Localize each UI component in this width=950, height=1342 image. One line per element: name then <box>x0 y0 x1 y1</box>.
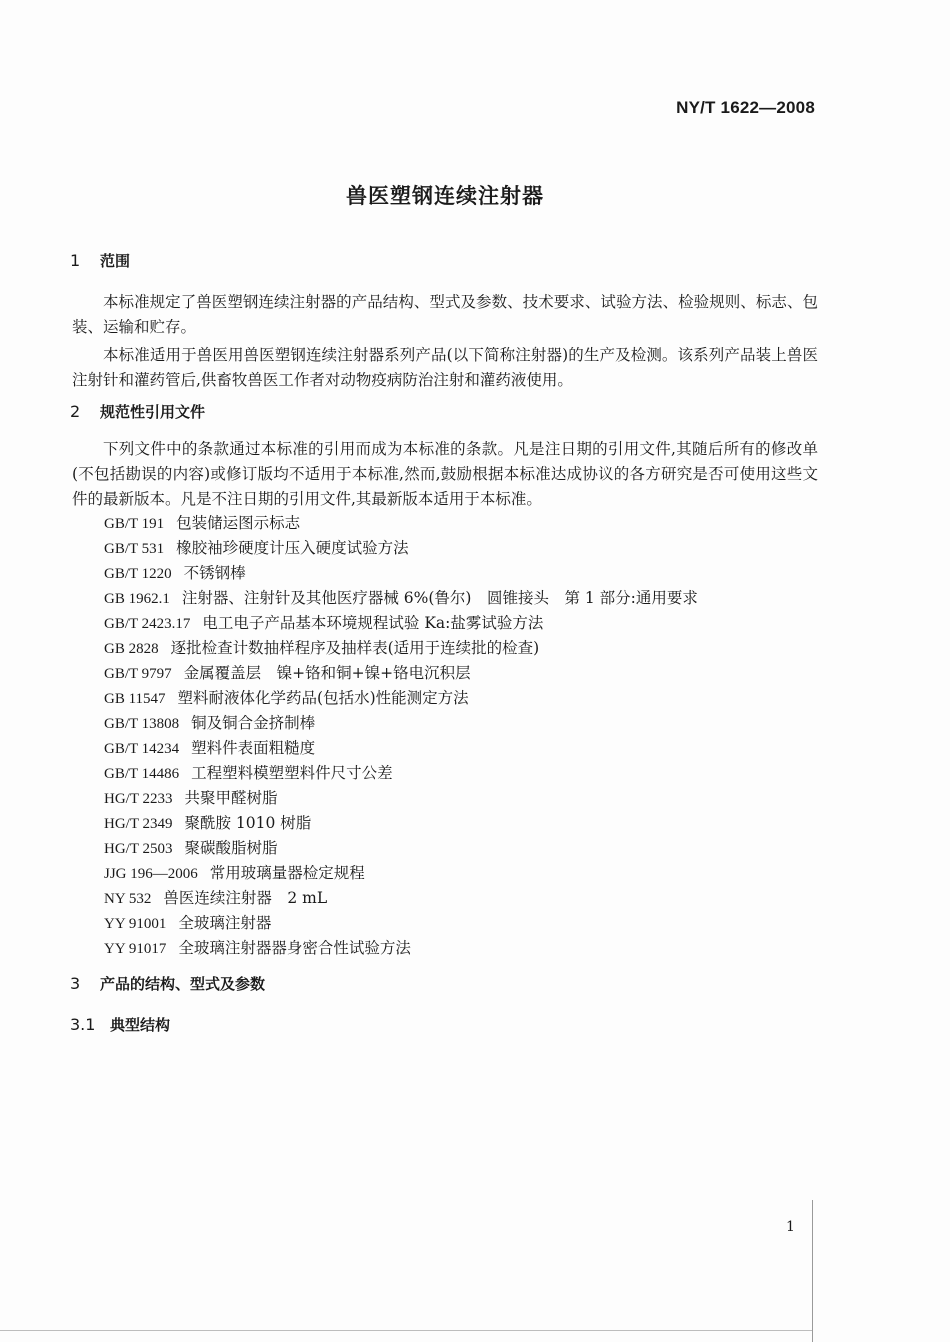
reference-code: YY 91001 <box>104 916 167 932</box>
reference-title: 兽医连续注射器 2 mL <box>163 889 328 907</box>
reference-item <box>104 861 698 886</box>
reference-title: 塑料件表面粗糙度 <box>191 739 316 757</box>
reference-code: GB 2828 <box>104 641 159 657</box>
reference-title: 不锈钢棒 <box>183 564 246 582</box>
section-number: 2 <box>70 402 81 421</box>
reference-title: 聚碳酸脂树脂 <box>184 839 278 857</box>
reference-item <box>104 511 698 536</box>
reference-item <box>104 561 698 586</box>
reference-item <box>104 536 698 561</box>
section-number: 3.1 <box>70 1015 96 1034</box>
reference-title: 橡胶袖珍硬度计压入硬度试验方法 <box>176 539 409 557</box>
reference-title: 共聚甲醛树脂 <box>184 789 278 807</box>
section-2-heading <box>70 401 205 422</box>
section-number: 3 <box>70 974 81 993</box>
section-title: 典型结构 <box>110 1016 171 1034</box>
section-1-paragraph-2: 本标准适用于兽医用兽医塑钢连续注射器系列产品(以下简称注射器)的生产及检测。该系列产品装上兽医注射针和灌药管后,供畜牧兽医工作者对动物疫病防治注射和灌药液使用。 <box>72 346 818 389</box>
reference-code: GB 1962.1 <box>104 591 170 607</box>
reference-title: 铜及铜合金挤制棒 <box>191 714 316 732</box>
reference-item <box>104 911 698 936</box>
section-1-heading <box>70 250 130 271</box>
reference-code: GB/T 1220 <box>104 566 172 582</box>
reference-item <box>104 811 698 836</box>
reference-item <box>104 661 698 686</box>
reference-item <box>104 711 698 736</box>
reference-item <box>104 636 698 661</box>
reference-title: 常用玻璃量器检定规程 <box>209 864 365 882</box>
scan-edge-line <box>0 1330 812 1331</box>
reference-title: 金属覆盖层 镍+铬和铜+镍+铬电沉积层 <box>183 664 471 682</box>
reference-code: GB 11547 <box>104 691 166 707</box>
reference-item <box>104 586 698 611</box>
reference-code: GB/T 14234 <box>104 741 180 757</box>
section-1-paragraph-1: 本标准规定了兽医塑钢连续注射器的产品结构、型式及参数、技术要求、试验方法、检验规则、标志、包装、运输和贮存。 <box>72 293 818 336</box>
reference-code: GB/T 9797 <box>104 666 172 682</box>
reference-item <box>104 761 698 786</box>
section-2-paragraph: 下列文件中的条款通过本标准的引用而成为本标准的条款。凡是注日期的引用文件,其随后所有的修改单(不包括勘误的内容)或修订版均不适用于本标准,然而,鼓励根据本标准达成协议的各方研究是否可使用这些文件的最新版本。凡是不注日期的引用文件,其最新版本适用于本标准。 <box>72 440 818 508</box>
reference-code: HG/T 2233 <box>104 791 173 807</box>
reference-code: JJG 196—2006 <box>104 866 198 882</box>
reference-item <box>104 611 698 636</box>
reference-code: GB/T 191 <box>104 516 165 532</box>
document-title: 兽医塑钢连续注射器 <box>346 184 544 208</box>
reference-title: 聚酰胺 1010 树脂 <box>184 814 312 832</box>
reference-item <box>104 836 698 861</box>
reference-item <box>104 686 698 711</box>
reference-code: YY 91017 <box>104 941 167 957</box>
reference-title: 逐批检查计数抽样程序及抽样表(适用于连续批的检查) <box>170 639 540 657</box>
section-3-heading <box>70 973 265 994</box>
section-number: 1 <box>70 251 81 270</box>
reference-item <box>104 886 698 911</box>
scan-edge-line <box>812 1200 813 1342</box>
section-title: 产品的结构、型式及参数 <box>100 975 266 993</box>
reference-item <box>104 786 698 811</box>
reference-code: HG/T 2503 <box>104 841 173 857</box>
reference-code: NY 532 <box>104 891 152 907</box>
reference-title: 电工电子产品基本环境规程试验 Ka:盐雾试验方法 <box>202 614 544 632</box>
reference-title: 全玻璃注射器器身密合性试验方法 <box>178 939 411 957</box>
reference-code: GB/T 14486 <box>104 766 180 782</box>
standard-code: NY/T 1622—2008 <box>676 98 815 117</box>
reference-item <box>104 936 698 961</box>
reference-code: GB/T 2423.17 <box>104 616 191 632</box>
reference-code: HG/T 2349 <box>104 816 173 832</box>
section-title: 范围 <box>100 252 131 270</box>
section-3-1-heading <box>70 1014 170 1035</box>
page-number: 1 <box>786 1219 795 1235</box>
reference-title: 工程塑料模塑塑料件尺寸公差 <box>191 764 393 782</box>
reference-code: GB/T 531 <box>104 541 165 557</box>
reference-title: 包装储运图示标志 <box>176 514 301 532</box>
reference-title: 注射器、注射针及其他医疗器械 6%(鲁尔) 圆锥接头 第 1 部分:通用要求 <box>181 589 698 607</box>
reference-title: 全玻璃注射器 <box>178 914 272 932</box>
reference-item <box>104 736 698 761</box>
reference-list <box>104 511 698 961</box>
reference-title: 塑料耐液体化学药品(包括水)性能测定方法 <box>177 689 469 707</box>
reference-code: GB/T 13808 <box>104 716 180 732</box>
section-title: 规范性引用文件 <box>100 403 206 421</box>
